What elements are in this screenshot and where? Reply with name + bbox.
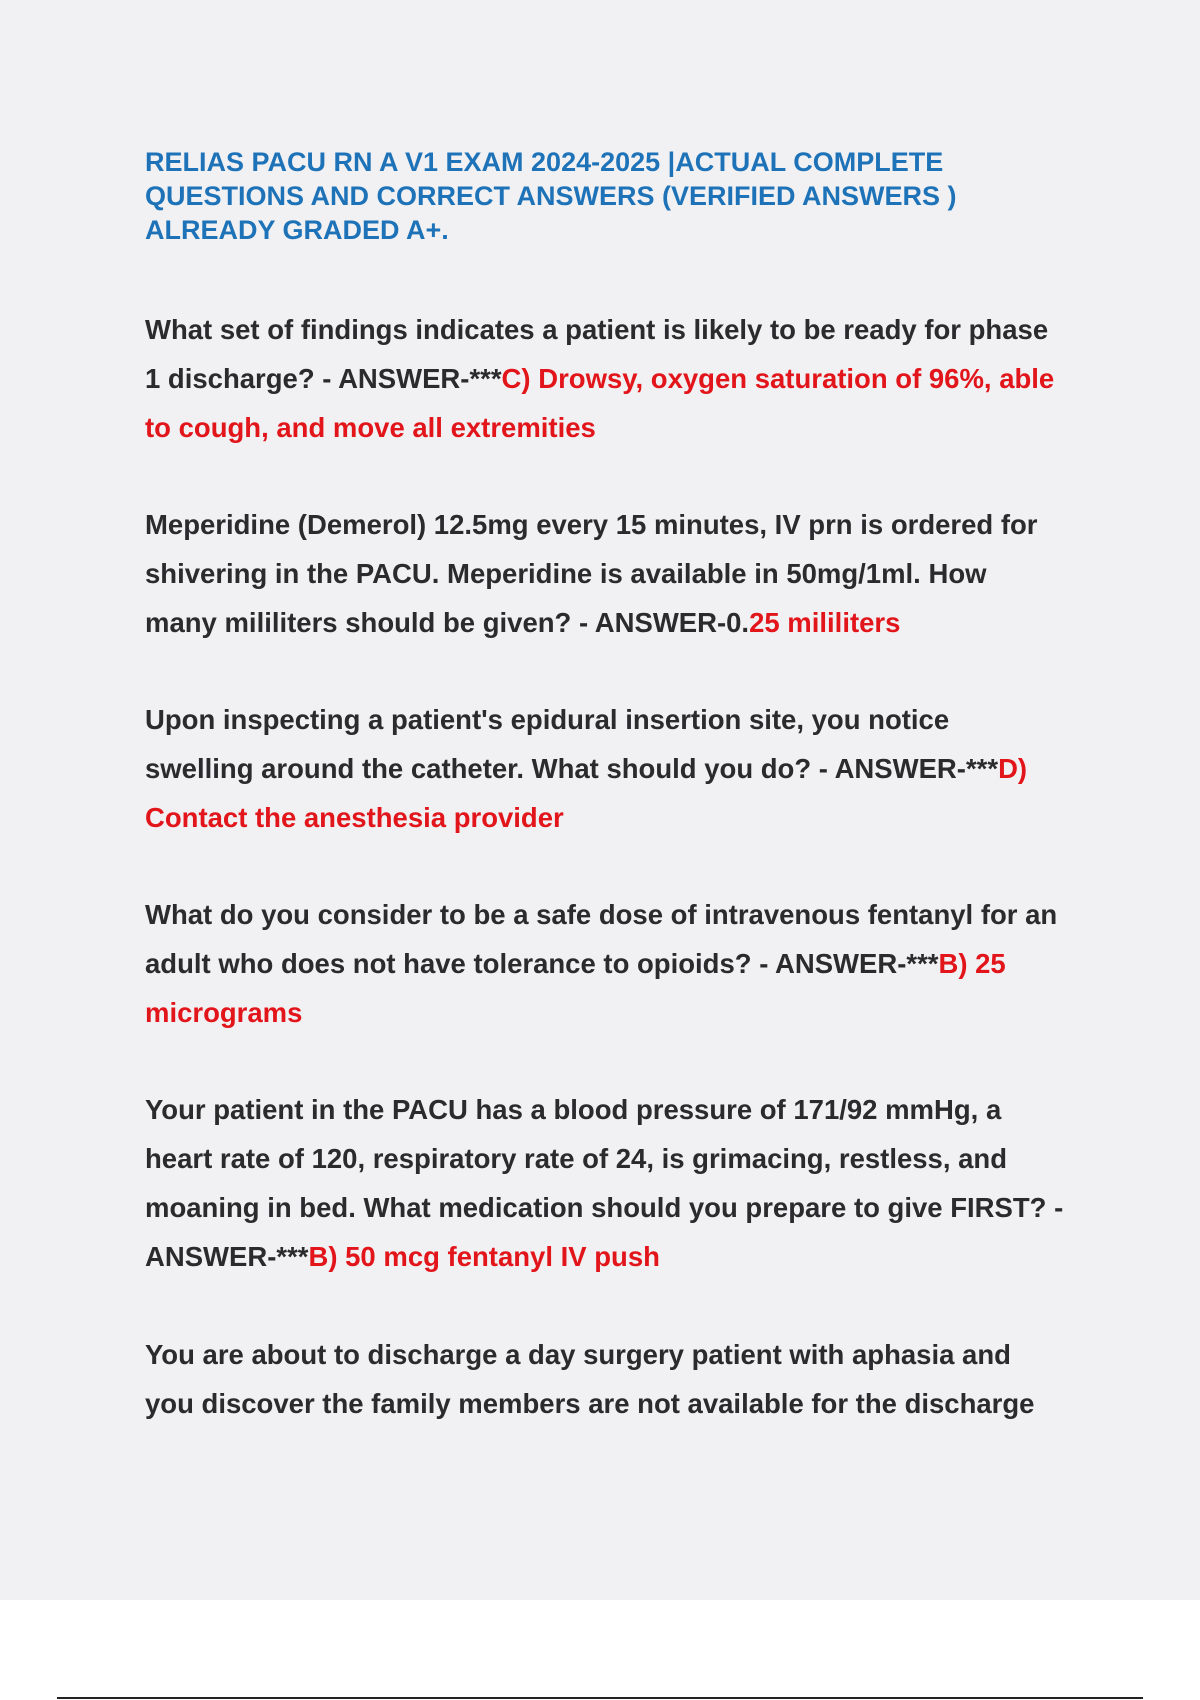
question-answer-5 <box>145 1085 1105 1281</box>
text-line <box>145 500 1105 549</box>
question-answer-1 <box>145 305 1105 452</box>
question-text: swelling around the catheter. What should you do? - ANSWER-*** <box>145 753 999 784</box>
question-text: What do you consider to be a safe dose of intravenous fentanyl for an <box>145 899 1058 930</box>
text-line <box>145 403 1105 452</box>
title-line: ALREADY GRADED A+. <box>145 215 449 245</box>
text-line <box>145 1134 1105 1183</box>
text-line <box>145 695 1105 744</box>
answer-text: Contact the anesthesia provider <box>145 802 564 833</box>
document-title <box>145 145 1045 247</box>
text-line <box>145 890 1105 939</box>
question-text: You are about to discharge a day surgery patient with aphasia and <box>145 1339 1011 1370</box>
answer-text: B) 25 <box>938 948 1006 979</box>
question-text: moaning in bed. What medication should you prepare to give FIRST? - <box>145 1192 1064 1223</box>
text-line <box>145 1085 1105 1134</box>
text-line <box>145 598 1105 647</box>
answer-text: micrograms <box>145 997 303 1028</box>
question-text: ANSWER-*** <box>145 1241 309 1272</box>
text-line <box>145 1232 1105 1281</box>
answer-text: B) 50 mcg fentanyl IV push <box>308 1241 660 1272</box>
question-text: 1 discharge? - ANSWER-*** <box>145 363 502 394</box>
text-line <box>145 549 1105 598</box>
question-text: you discover the family members are not available for the discharge <box>145 1388 1035 1419</box>
text-line <box>145 1183 1105 1232</box>
question-text: Meperidine (Demerol) 12.5mg every 15 minutes, IV prn is ordered for <box>145 509 1038 540</box>
text-line <box>145 988 1105 1037</box>
question-text: What set of findings indicates a patient is likely to be ready for phase <box>145 314 1049 345</box>
answer-text: to cough, and move all extremities <box>145 412 596 443</box>
question-answer-6 <box>145 1330 1105 1428</box>
text-line <box>145 793 1105 842</box>
text-line <box>145 1330 1105 1379</box>
title-line: RELIAS PACU RN A V1 EXAM 2024-2025 |ACTUAL COMPLETE <box>145 147 944 177</box>
text-line <box>145 354 1105 403</box>
text-line <box>145 1379 1105 1428</box>
question-answer-2 <box>145 500 1105 647</box>
title-line: QUESTIONS AND CORRECT ANSWERS (VERIFIED ANSWERS ) <box>145 181 957 211</box>
answer-text: D) <box>998 753 1028 784</box>
answer-text: 25 mililiters <box>749 607 901 638</box>
question-text: adult who does not have tolerance to opioids? - ANSWER-*** <box>145 948 939 979</box>
footer-divider <box>57 1697 1143 1699</box>
question-answer-4 <box>145 890 1105 1037</box>
question-text: heart rate of 120, respiratory rate of 24, is grimacing, restless, and <box>145 1143 1008 1174</box>
question-text: many mililiters should be given? - ANSWER-0. <box>145 607 750 638</box>
text-line <box>145 939 1105 988</box>
answer-text: C) Drowsy, oxygen saturation of 96%, able <box>501 363 1055 394</box>
question-answer-3 <box>145 695 1105 842</box>
text-line <box>145 305 1105 354</box>
question-text: Your patient in the PACU has a blood pressure of 171/92 mmHg, a <box>145 1094 1002 1125</box>
text-line <box>145 744 1105 793</box>
question-text: shivering in the PACU. Meperidine is available in 50mg/1ml. How <box>145 558 987 589</box>
question-text: Upon inspecting a patient's epidural insertion site, you notice <box>145 704 950 735</box>
